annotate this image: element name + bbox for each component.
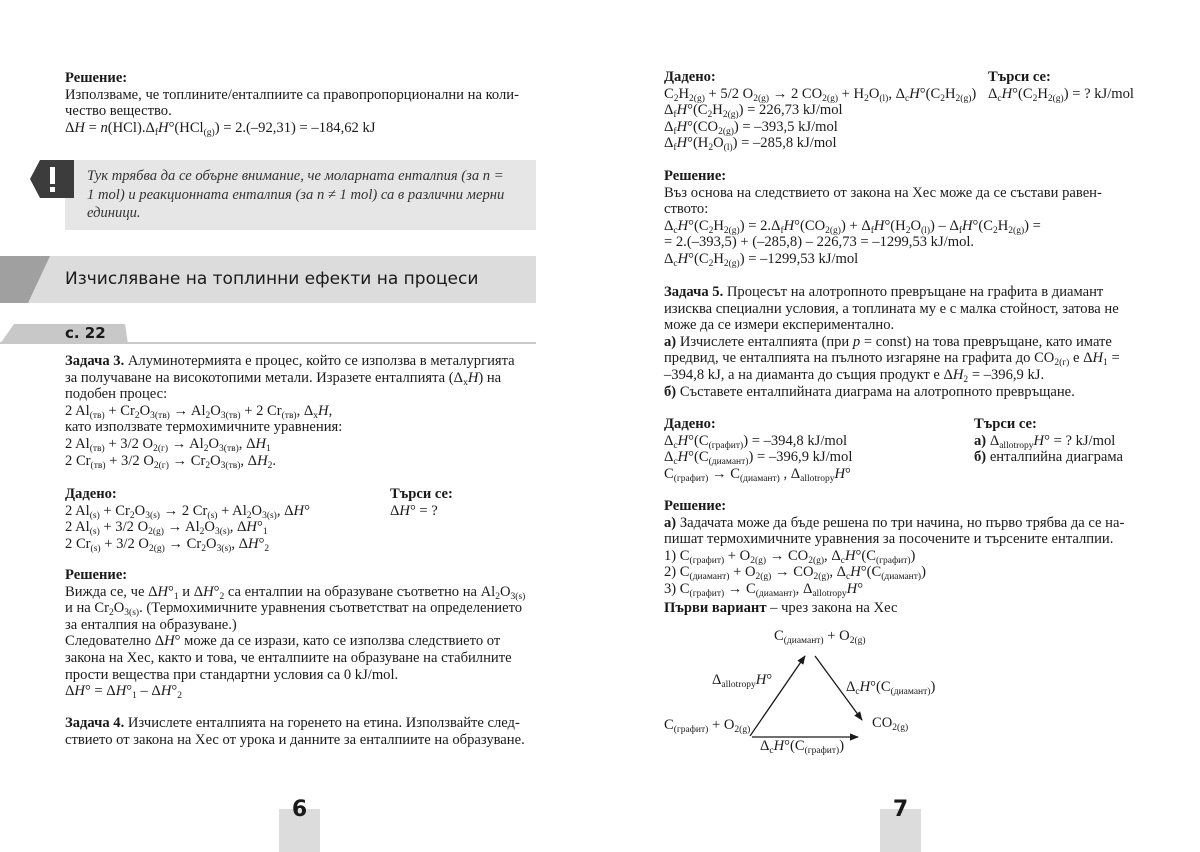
task-text: за получаване на високотопими метали. Изразете енталпията ( — [65, 369, 454, 386]
task-text: Процесът на алотропното превръщане на графита в диамант — [723, 284, 1104, 300]
find-item: б) енталпийна диаграма — [974, 449, 1124, 466]
task-text: предвид, че енталпията на пълното изгаряне на графита до CO — [664, 350, 1055, 367]
solution-line: за енталпия на образуване.) — [65, 616, 237, 633]
variant-text: – чрез закона на Хес — [766, 599, 898, 616]
find-heading: Търси се: — [974, 416, 1037, 432]
equation: 1) $C_{(графит)} + O_{2(g)} \to CO_{2(g)}$, $\Delta_cH^\circ(C_{(графит)})$ — [664, 547, 916, 566]
item-label: а) — [664, 514, 677, 531]
arrow-allotropy — [750, 656, 805, 736]
equation: 2 $Al_{(s)} + Cr_2O_{3(s)} \to 2$ $Cr_{(s)} + Al_2O_{3(s)}$, ΔH° — [65, 502, 310, 521]
exclamation-icon — [30, 160, 74, 198]
formula-line: $\Delta_cH^\circ(C_2H_{2(g)}) = -1299,53$ kJ/mol — [664, 250, 859, 269]
formula-line: $\Delta H = n(HCl).\Delta_fH^\circ(HCl_{(g)}) = 2.(-92,31) = -184,62$ kJ — [65, 119, 376, 138]
task4-block — [65, 715, 545, 748]
task4-find — [988, 69, 1148, 102]
given-heading: Дадено: — [664, 69, 716, 85]
task4-solution — [664, 168, 1144, 268]
solution-line: закона на Хес, както и това, че енталпиите на образуване на стабилните — [65, 649, 512, 666]
note-line: единици. — [87, 205, 141, 222]
find-item: $\Delta_cH^\circ(C_2H_{2(g)})$ = ? kJ/mol — [988, 85, 1134, 104]
task-text: подобен процес: — [65, 386, 168, 403]
task-text: Алуминотермията е процес, който се използва в металургията — [124, 353, 515, 369]
equation: 3) $C_{(графит)} \to C_{(диамант)}$, $\Delta_{allotropy}H^\circ$ — [664, 580, 864, 599]
task-label: Задача 3. — [65, 353, 125, 369]
right-page — [600, 0, 1200, 852]
given-item: $\Delta_cH^\circ(C_{(графит)}) = -394,8$ kJ/mol — [664, 432, 848, 451]
item-label: б) — [664, 383, 677, 400]
task3-block: Задача 3. Алуминотермията е процес, който се използва в металургията за получаване на високотопими метали. Изразете енталпията $(\Delta_xH)$ на подобен процес: 2 $Al_{(тв)} + Cr_2O_{3(тв)} \to Al_2O_{3(тв)} + 2$ $Cr_{(тв)}$, $\Delta_xH$, като използвате термохимичните уравнения: 2 $Al_{(тв)} + 3/2$ $O_{2(г)} \to Al_2O_{3(тв)}$, $\Delta H_1$ 2 $Cr_{(тв)} + 3/2$ $O_{2(г)} \to Cr_2O_{3(тв)}$, $\Delta H_2$. — [65, 353, 545, 469]
page-ref-label: с. 22 — [65, 324, 106, 342]
diagram-left-vertex: $C_{(графит)} + O_{2(g)}$ — [664, 717, 751, 735]
task5-given — [664, 416, 964, 482]
solution-heading: Решение: — [65, 567, 128, 583]
find-item: ΔH° = ? — [390, 502, 438, 519]
equation: $C_2H_{2(g)} + 5/2$ $O_{2(g)} \to 2$ $CO_{2(g)} + H_2O_{(l)}$, $\Delta_cH^\circ(C_2H_{2(g)})$ — [664, 85, 977, 104]
diagram-label-allotropy: $\Delta_{allotropy}H^\circ$ — [712, 672, 773, 690]
given-heading: Дадено: — [65, 486, 117, 502]
diagram-label-diamond: $\Delta_cH^\circ(C_{(диамант)})$ — [846, 679, 936, 697]
find-heading: Търси се: — [390, 486, 453, 502]
task-text: ствието от закона на Хес от урока и данните за енталпиите на образуване. — [65, 731, 525, 748]
solution-line: Използваме, че топлините/енталпиите са правопропорционални на коли- — [65, 86, 519, 103]
equation: 2 $Cr_{(s)} + 3/2$ $O_{2(g)} \to Cr_2O_{3(s)}$, $\Delta H^\circ_2$ — [65, 535, 270, 554]
given-item: $\Delta_cH^\circ(C_{(диамант)}) = -396,9$ kJ/mol — [664, 449, 853, 468]
task-text: Изчислете енталпията на горенето на етина. Използвайте след- — [124, 715, 520, 731]
solution-line: чество вещество. — [65, 103, 172, 120]
task3-given — [65, 486, 365, 552]
formula-line: $\Delta H^\circ = \Delta H^\circ_1 - \Delta H^\circ_2$ — [65, 683, 182, 702]
equation: 2) $C_{(диамант)} + O_{2(g)} \to CO_{2(g)}$, $\Delta_cH^\circ(C_{(диамант)})$ — [664, 564, 926, 583]
solution-line: ството: — [664, 201, 709, 218]
note-box — [65, 160, 536, 230]
given-item: $\Delta_fH^\circ(H_2O_{(l)}) = -285,8$ kJ/mol — [664, 135, 837, 154]
solution-line: пишат термохимичните уравнения за посочените и търсените енталпии. — [664, 531, 1114, 548]
equation: 2 $Al_{(тв)} + Cr_2O_{3(тв)} \to Al_2O_{3(тв)} + 2$ $Cr_{(тв)}$, $\Delta_xH$, — [65, 402, 333, 421]
task-text: може да се измери експериментално. — [664, 317, 895, 334]
solution-line: Вижда се, че $\Delta H^\circ_1$ и $\Delta H^\circ_2$ са енталпии на образуване съответно на $Al_2O_{3(s)}$ — [65, 583, 526, 602]
task-text: като използвате термохимичните уравнения: — [65, 419, 343, 436]
equation: 2 $Cr_{(тв)} + 3/2$ $O_{2(г)} \to Cr_2O_{3(тв)}$, $\Delta H_2$. — [65, 452, 277, 471]
note-text — [87, 167, 529, 223]
task5-solution — [664, 498, 1144, 616]
task4-given — [664, 69, 984, 152]
diagram-right-vertex: $CO_{2(g)}$ — [872, 715, 909, 733]
equation: $C_{(графит)} \to C_{(диамант)}$ , $\Delta_{allotropy}H^\circ$ — [664, 465, 851, 484]
section-title: Изчисляване на топлинни ефекти на процеси — [65, 269, 479, 289]
task-text: Съставете енталпийната диаграма на алотропното превръщане. — [676, 383, 1075, 400]
solution-heading: Решение: — [65, 70, 128, 86]
solution-line: Въз основа на следствието от закона на Хес може да се състави равен- — [664, 184, 1102, 201]
equation: 2 $Al_{(s)} + 3/2$ $O_{2(g)} \to Al_2O_{3(s)}$, $\Delta H^\circ_1$ — [65, 519, 268, 538]
task5-block: Задача 5. Процесът на алотропното превръщане на графита в диамант изисква специални условия, а топлината му е с малка стойност, затова не може да се измери експериментално. а) Изчислете енталпията (при p = const) на това превръщане, като имате предвид, че енталпията на пълното изгаряне на графита до $CO_{2(г)}$ е $\Delta H_1$ = –394,8 kJ, а на диаманта до същия продукт е $\Delta H_2 = -396,9$ kJ. б) Съставете енталпийната диаграма на алотропното превръщане. — [664, 284, 1144, 400]
page-number: 6 — [291, 797, 308, 822]
formula-line: = 2.(–393,5) + (–285,8) – 226,73 = –1299,53 kJ/mol. — [664, 234, 975, 251]
diagram-top-vertex: $C_{(диамант)} + O_{2(g)}$ — [774, 628, 866, 646]
task3-find — [390, 486, 530, 519]
solution-line: и на $Cr_2O_{3(s)}$. (Термохимичните уравнения съответстват на определението — [65, 600, 523, 619]
task-label: Задача 4. — [65, 715, 125, 731]
solution-line: Задачата може да бъде решена по три начина, но първо трябва да се на- — [676, 514, 1125, 531]
variant-label: Първи вариант — [664, 599, 767, 616]
task5-find — [974, 416, 1154, 466]
item-label: а) — [664, 333, 677, 350]
given-heading: Дадено: — [664, 416, 716, 432]
task-label: Задача 5. — [664, 284, 724, 300]
solution-block — [65, 70, 545, 136]
solution-heading: Решение: — [664, 498, 727, 514]
task-text: –394,8 kJ, а на диаманта до същия продукт е $\Delta H_2 = -396,9$ kJ. — [664, 366, 1045, 385]
solution-line: Следователно ΔH° може да се изрази, като се използва следствието от — [65, 633, 501, 650]
given-item: $\Delta_fH^\circ(CO_{2(g)}) = -393,5$ kJ/mol — [664, 118, 838, 137]
formula-line: $\Delta_cH^\circ(C_2H_{2(g)}) = 2.\Delta_fH^\circ(CO_{2(g)}) + \Delta_fH^\circ(H_2O_{(l)}) - \Delta_fH^\circ(C_2H_{2(g)})$ = — [664, 217, 1041, 236]
diagram-label-graphite: $\Delta_cH^\circ(C_{(графит)})$ — [760, 738, 845, 756]
given-item: $\Delta_fH^\circ(C_2H_{2(g)}) = 226,73$ kJ/mol — [664, 102, 843, 121]
find-item: а) $\Delta_{allotropy}H^\circ$ = ? kJ/mol — [974, 432, 1116, 451]
task3-solution — [65, 567, 545, 700]
task-text: изисква специални условия, а топлината му е с малка стойност, затова не — [664, 300, 1119, 317]
note-line: Тук трябва да се обърне внимание, че моларната енталпия (за n = — [87, 168, 504, 184]
find-heading: Търси се: — [988, 69, 1051, 85]
solution-line: прости вещества при стандартни условия са 0 kJ/mol. — [65, 666, 399, 683]
solution-heading: Решение: — [664, 168, 727, 184]
note-line: 1 mol) и реакционната енталпия (за n ≠ 1 mol) са в различни мерни — [87, 186, 505, 203]
equation: 2 $Al_{(тв)} + 3/2$ $O_{2(г)} \to Al_2O_{3(тв)}$, $\Delta H_1$ — [65, 435, 271, 454]
page-number: 7 — [892, 797, 909, 822]
